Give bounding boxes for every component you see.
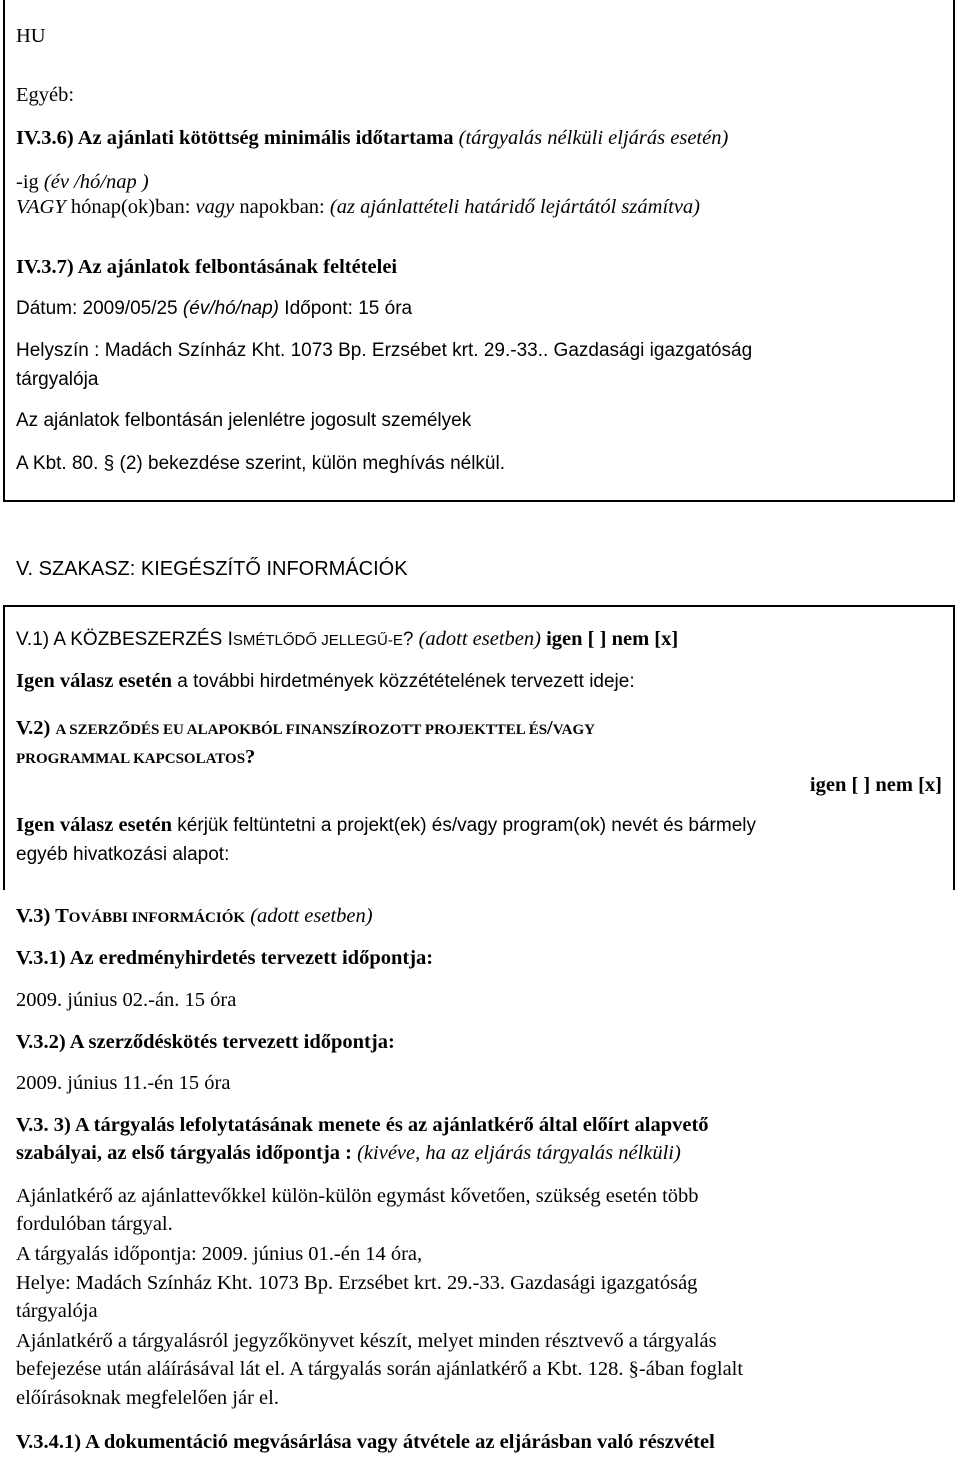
v33-body-line: befejezése után aláírásával lát el. A tárgyalás során ajánlatkérő a Kbt. 128. §-ában foglalt <box>16 1358 744 1380</box>
v1-heading-d: SMÉTLŐDŐ JELLEGŰ-E <box>232 632 403 649</box>
v33-heading-line2 <box>16 1139 681 1167</box>
v3-heading <box>16 902 373 932</box>
v33-body-line: A tárgyalás időpontja: 2009. június 01.-én 14 óra, <box>16 1243 423 1265</box>
v2-heading <box>16 714 595 744</box>
v33-body-line: tárgyalója <box>16 1300 98 1322</box>
other-label: Egyéb: <box>16 84 75 106</box>
iv36-line1-prefix: -ig <box>16 171 44 193</box>
v1-heading-b: ÖZBESZERZÉS <box>82 629 228 650</box>
iv36-vagy: VAGY <box>16 196 66 218</box>
v31-value: 2009. június 02.-án. 15 óra <box>16 989 237 1011</box>
iv37-date-italic: (év/hó/nap) <box>182 298 280 319</box>
language-code: HU <box>16 25 46 47</box>
iv37-date <box>16 295 412 323</box>
v33-heading-line2-bold: szabályai, az első tárgyalás időpontja : <box>16 1142 352 1164</box>
iv37-date-prefix: Dátum: 2009/05/25 <box>16 298 183 319</box>
v1-heading-a: V.1) A K <box>16 629 83 650</box>
section-v-title: V. SZAKASZ: KIEGÉSZÍTŐ INFORMÁCIÓK <box>16 558 408 580</box>
iv36-vagy2: vagy <box>195 196 235 218</box>
v2-heading-b: A SZERZŐDÉS EU ALAPOKBÓL FINANSZÍROZOTT PROJEKTTEL ÉS <box>55 722 548 738</box>
iv36-heading-bold: IV.3.6) Az ajánlati kötöttség minimális időtartama <box>16 127 454 149</box>
iv37-kbt: A Kbt. 80. § (2) bekezdése szerint, külön meghívás nélkül. <box>16 453 505 474</box>
v1-answer-text: a további hirdetmények közzétételének tervezett ideje: <box>172 671 635 692</box>
v2-heading-d: VAGY <box>552 722 595 738</box>
iv37-persons: Az ajánlatok felbontásán jelenlétre jogosult személyek <box>16 410 472 431</box>
iv36-line2-text: napokban: <box>234 196 330 218</box>
iv36-line2 <box>16 193 700 221</box>
v1-answer <box>16 667 635 696</box>
v1-heading-c: I <box>227 629 233 650</box>
v32-heading: V.3.2) A szerződéskötés tervezett időpontja: <box>16 1031 395 1053</box>
v3-heading-italic: (adott esetben) <box>245 905 373 927</box>
v33-body-line: fordulóban tárgyal. <box>16 1213 173 1235</box>
v2-heading-c: / <box>547 717 553 739</box>
iv36-line1 <box>16 168 149 196</box>
iv36-heading-italic: (tárgyalás nélküli eljárás esetén) <box>453 127 729 149</box>
iv37-date-suffix: Időpont: 15 óra <box>279 298 413 319</box>
v2-heading-a: V.2) <box>16 717 56 739</box>
v3-heading-b: OVÁBBI INFORMÁCIÓK <box>68 910 246 926</box>
v2-answer-text: kérjük feltüntetni a projekt(ek) és/vagy program(ok) nevét és bármely <box>172 815 756 836</box>
v1-heading-e: ? <box>402 629 414 650</box>
v2-line2-q: ? <box>245 746 256 768</box>
v33-heading-italic: (kivéve, ha az eljárás tárgyalás nélküli) <box>351 1142 681 1164</box>
v3-heading-a: V.3) T <box>16 905 69 927</box>
v1-choice: igen [ ] nem [x] <box>540 628 679 650</box>
v2-heading-line2 <box>16 743 255 773</box>
v2-answer-line2: egyéb hivatkozási alapot: <box>16 844 230 865</box>
v33-body-line: előírásoknak megfelelően jár el. <box>16 1387 279 1409</box>
v1-italic: (adott esetben) <box>413 628 541 650</box>
v1-answer-bold: Igen válasz esetén <box>16 670 173 692</box>
iv36-line1-italic: (év /hó/nap ) <box>43 171 149 193</box>
v2-answer <box>16 811 756 840</box>
v33-body-line: Ajánlatkérő az ajánlattevőkkel külön-külön egymást kővetően, szükség esetén több <box>16 1185 699 1207</box>
v33-body-line: Helye: Madách Színház Kht. 1073 Bp. Erzsébet krt. 29.-33. Gazdasági igazgatóság <box>16 1272 698 1294</box>
iv37-place-line1: Helyszín : Madách Színház Kht. 1073 Bp. Erzsébet krt. 29.-33.. Gazdasági igazgatóság <box>16 340 753 361</box>
v2-line2: PROGRAMMAL KAPCSOLATOS <box>16 751 246 767</box>
v2-answer-bold: Igen válasz esetén <box>16 814 173 836</box>
iv36-heading <box>16 124 728 152</box>
iv37-heading: IV.3.7) Az ajánlatok felbontásának feltételei <box>16 256 398 278</box>
iv37-place-line2: tárgyalója <box>16 369 99 390</box>
v1-heading <box>16 625 678 655</box>
v33-heading-line1: V.3. 3) A tárgyalás lefolytatásának menete és az ajánlatkérő által előírt alapvető <box>16 1114 709 1136</box>
v33-body-line: Ajánlatkérő a tárgyalásról jegyzőkönyvet készít, melyet minden résztvevő a tárgyalás <box>16 1330 717 1352</box>
iv36-line2-mid: hónap(ok)ban: <box>65 196 196 218</box>
v2-choice: igen [ ] nem [x] <box>809 774 942 796</box>
v32-value: 2009. június 11.-én 15 óra <box>16 1072 231 1094</box>
iv36-line2-italic: (az ajánlattételi határidő lejártától számítva) <box>329 196 701 218</box>
v31-heading: V.3.1) Az eredményhirdetés tervezett időpontja: <box>16 947 434 969</box>
v341-heading: V.3.4.1) A dokumentáció megvásárlása vagy átvétele az eljárásban való részvétel <box>16 1431 715 1453</box>
